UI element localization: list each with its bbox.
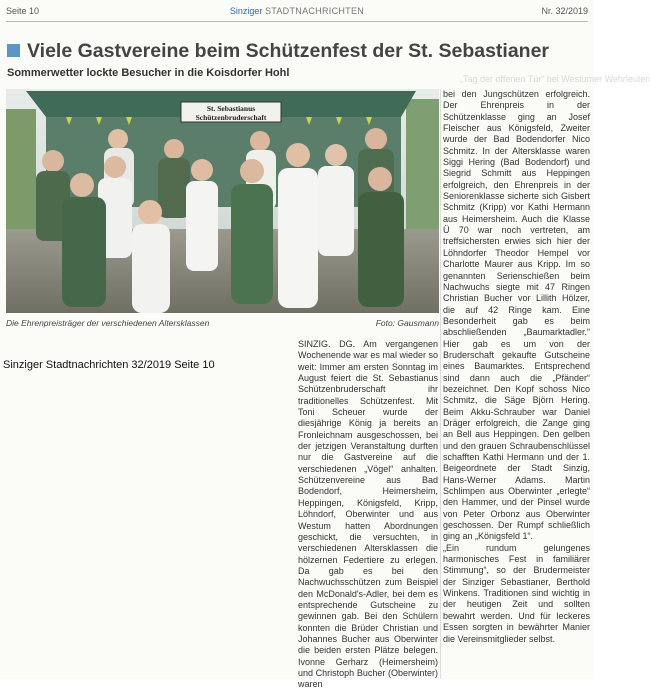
article-column-1 bbox=[298, 339, 438, 690]
masthead-city: Sinziger bbox=[229, 6, 265, 16]
column-divider bbox=[440, 89, 441, 679]
article-paragraph: „Ein rundum gelungenes harmonisches Fest in familiärer Stimmung“, so der Brudermeister der Sinziger Sebastianer, Berthold Winkens. Traditionen sind wichtig in der heutigen Zeit und sollten bewahrt werden. Und für leckeres Essen sorgten in bewährter Manier die Vereinsmitglieder selbst. bbox=[443, 542, 590, 644]
article-column-2 bbox=[443, 89, 590, 678]
headline-square-icon bbox=[7, 44, 20, 57]
issue-number: Nr. 32/2019 bbox=[541, 6, 588, 16]
article-subheadline: Sommerwetter lockte Besucher in die Koisdorfer Hohl bbox=[7, 67, 290, 79]
photo-credit: Foto: Gausmann bbox=[375, 318, 439, 328]
masthead-title: STADTNACHRICHTEN bbox=[264, 6, 365, 16]
photo-caption: Die Ehrenpreisträger der verschiedenen Altersklassen bbox=[6, 318, 210, 328]
source-note: Sinziger Stadtnachrichten 32/2019 Seite 10 bbox=[3, 359, 215, 371]
group-photo bbox=[6, 89, 439, 313]
headline-text: Viele Gastvereine beim Schützenfest der St. Sebastianer bbox=[27, 40, 550, 62]
header-rule bbox=[6, 21, 588, 22]
photo-sign-line2: Schützenbruderschaft bbox=[195, 113, 267, 122]
page-number: Seite 10 bbox=[6, 6, 40, 16]
photo-sign-line1: St. Sebastianus bbox=[206, 104, 256, 113]
article-paragraph: SINZIG. DG. Am vergangenen Wochenende war es mal wieder so weit: Immer am ersten Sonntag im August feiert die St. Sebastianus Schützenbruderschaft ihr traditionelles Schützenfest. Mit Toni Scheuer wurde der diesjährige König ja bereits an Fronleichnam ausgeschossen, bei der jetzigen Veranstaltung durften nur die Gastvereine auf die verschiedenen „Vögel“ anhalten. Schützenvereine aus Bad Bodendorf, Heimersheim, Heppingen, Königsfeld, Kripp, Löhndorf, Oberwinter und aus Westum hatten Abordnungen geschickt, die versuchten, in verschiedenen Altersklassen die hölzernen Federtiere zu erlegen. Da gab es bei den Nachwuchsschützen zum Beispiel den McDonald's-Adler, bei dem es entsprechende Gutscheine zu gewinnen gab. Bei den Schülern konnten die Brüder Christian und Johannes Bucher aus Oberwinter die beiden ersten Plätze belegen. Ivonne Gerharz (Heimersheim) und Christoph Bucher (Oberwinter) waren bbox=[298, 339, 438, 690]
masthead bbox=[6, 6, 588, 16]
page-header bbox=[6, 6, 588, 20]
article-headline bbox=[7, 40, 587, 62]
bleed-through-text: „Tag der offenen Tür“ bei Westumer Wehrleuten bbox=[460, 74, 650, 84]
article-paragraph: bei den Jungschützen erfolgreich. Der Ehrenpreis in der Schützenklasse ging an Josef Fleischer aus Königsfeld, Zweiter wurde der Bad Bodendorfer Nico Schmitz. In der Altersklasse waren Siggi Hering (Bad Bodendorf) und Siegrid Schmitt aus Heppingen erfolgreich, den Ehrenpreis in der Seniorenklasse sicherte sich Gisbert Schmitz (Kripp) vor Kathi Hermann aus Heimersheim. Auch die Klasse Ü 70 war noch vertreten, am treffsichersten erwies sich hier der Löhndorfer Theodor Hempel vor Charlotte Maurer aus Kripp. Im so genannten Serienschießen beim Nachwuchs siegte mit 47 Ringen Christian Bucher vor Lillith Hölzer, die auf 42 Ringe kam. Eine Besonderheit gab es beim abschließenden „Baumarktadler.“ Hier gab es um von der Bruderschaft gekaufte Gutscheine eines Baumarktes. Entsprechend sind dann auch die „Pfänder“ bezeichnet. Den Kopf schoss Nico Schmitz, die Säge Björn Hering. Beim Akku-Schrauber war Daniel Dräger erfolgreich, die Zange ging an Bell aus Heppingen. Den gelben und den grauen Schraubenschlüssel schafften Kathi Hermann und der 1. Beigeordnete der Stadt Sinzig, Hans-Werner Adams. Martin Schlimpen aus Oberwinter „erlegte“ den Hammer, und der Pinsel wurde von Peter Orbonz aus Oberwinter geschossen. Der Rumpf schließlich ging an „Königsfeld 1“. bbox=[443, 89, 590, 542]
